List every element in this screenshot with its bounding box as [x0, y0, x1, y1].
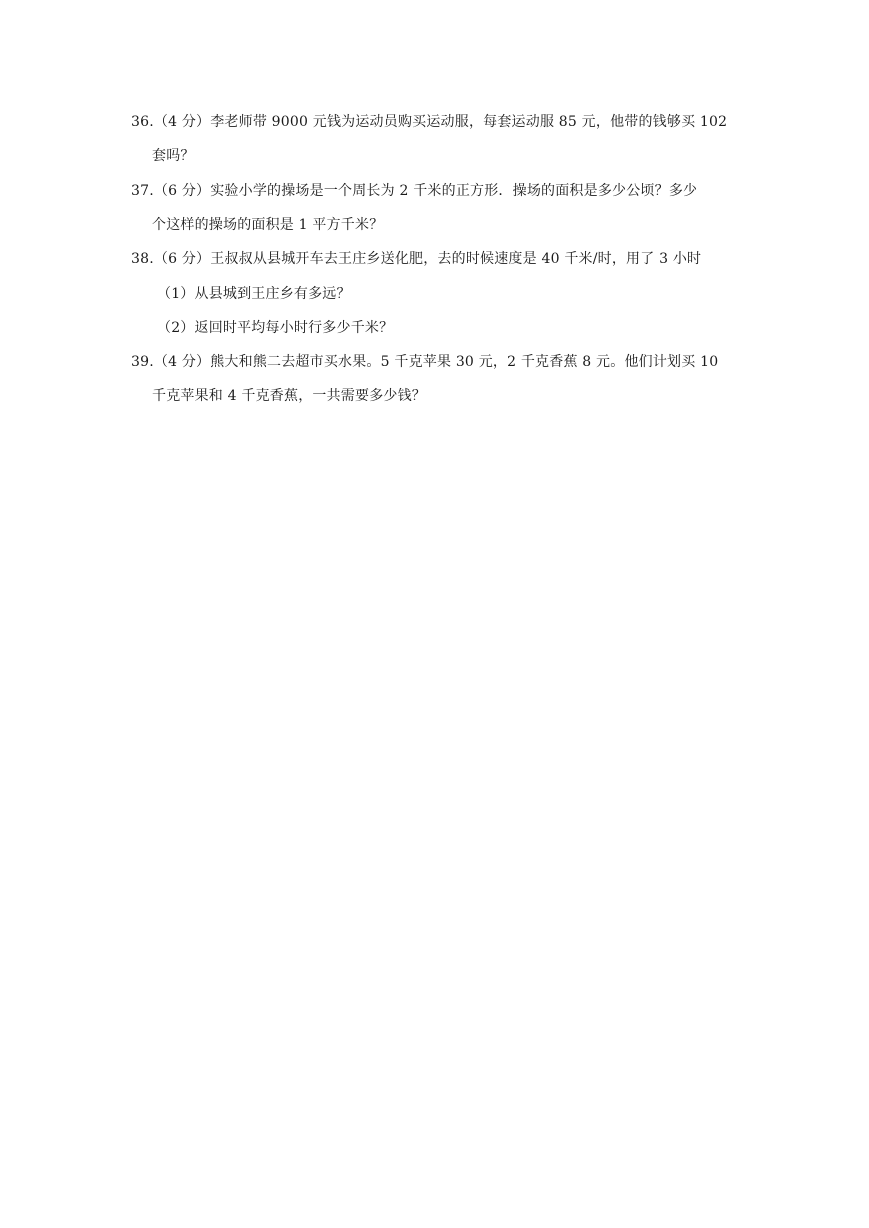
question-36-line-2: 套吗？	[152, 148, 195, 164]
question-36-line-1: 36.（4 分）李老师带 9000 元钱为运动员购买运动服，每套运动服 85 元，他带的钱够买 102	[131, 114, 728, 130]
question-37-line-2: 个这样的操场的面积是 1 平方千米？	[152, 217, 384, 233]
question-38-sub-1: （1）从县城到王庄乡有多远？	[157, 286, 351, 302]
question-37-line-1: 37.（6 分）实验小学的操场是一个周长为 2 千米的正方形．操场的面积是多少公顷？多少	[131, 183, 698, 199]
question-39-line-1: 39.（4 分）熊大和熊二去超市买水果。5 千克苹果 30 元，2 千克香蕉 8 元。他们计划买 10	[131, 354, 719, 370]
question-38-sub-2: （2）返回时平均每小时行多少千米？	[157, 320, 394, 336]
question-39-line-2: 千克苹果和 4 千克香蕉，一共需要多少钱？	[152, 388, 427, 404]
question-38-line-1: 38.（6 分）王叔叔从县城开车去王庄乡送化肥，去的时候速度是 40 千米/时，用了 3 小时	[131, 251, 702, 267]
